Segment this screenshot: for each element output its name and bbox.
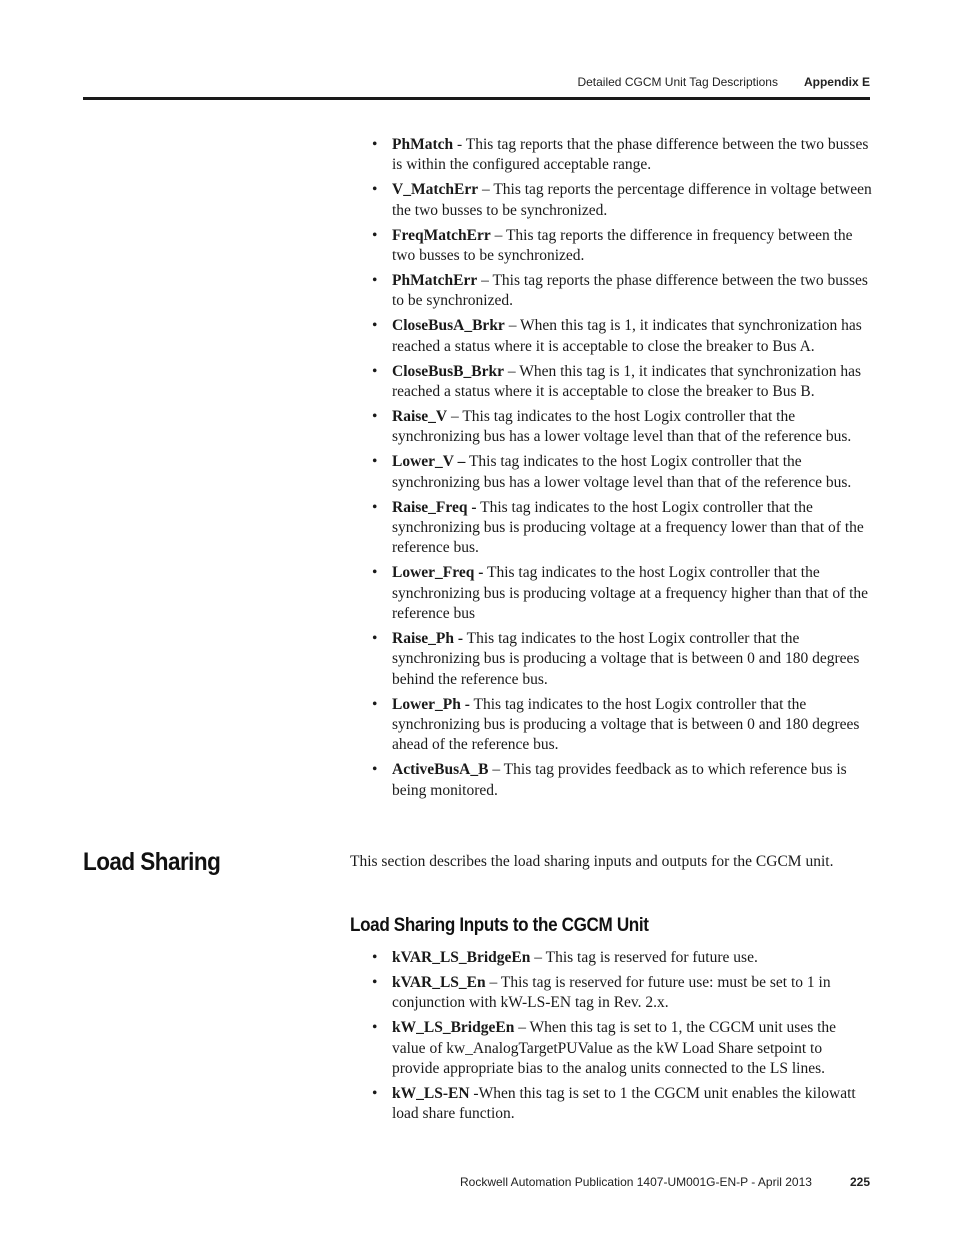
tag-description: -When this tag is set to 1 the CGCM unit enables the kilowatt load share function. — [392, 1084, 856, 1123]
section-intro: This section describes the load sharing inputs and outputs for the CGCM unit. — [350, 853, 834, 870]
tag-description: – This tag indicates to the host Logix controller that the synchronizing bus has a lower voltage level than that of the reference bus. — [392, 407, 852, 446]
tag-item-kvar-ls-en — [372, 973, 862, 1014]
tag-name: kW_LS-EN — [392, 1084, 470, 1102]
tag-description: – This tag provides feedback as to which reference bus is being monitored. — [392, 761, 847, 799]
tag-description: – This tag is reserved for future use: must be set to 1 in conjunction with kW-LS-EN tag in Rev. 2.x. — [392, 973, 831, 1012]
tag-name: Lower_Ph - — [392, 695, 470, 713]
tag-item-closebusb-brkr — [372, 362, 872, 403]
tag-item-kvar-ls-bridgeen — [372, 948, 862, 968]
bullet: • — [372, 271, 378, 289]
tag-description: This tag indicates to the host Logix controller that the synchronizing bus is producing voltage at a frequency lower than that of the reference bus. — [392, 498, 864, 557]
tag-description: – When this tag is 1, it indicates that synchronization has reached a status where it is acceptable to close the breaker to Bus B. — [392, 362, 861, 400]
tag-name: FreqMatchErr — [392, 226, 491, 244]
bullet: • — [372, 629, 378, 647]
tag-item-v-matcherr — [372, 180, 872, 221]
tag-description: This tag indicates to the host Logix controller that the synchronizing bus is producing voltage at a frequency higher than that of the reference bus — [392, 564, 869, 623]
tag-item-phmatcherr — [372, 271, 872, 312]
publication-info: Rockwell Automation Publication 1407-UM001G-EN-P - April 2013 — [460, 1175, 812, 1189]
running-footer — [460, 1175, 870, 1189]
tag-description: This tag indicates to the host Logix controller that the synchronizing bus has a lower voltage level than that of the reference bus. — [392, 453, 852, 491]
tag-name: Raise_Freq - — [392, 498, 477, 516]
bullet: • — [372, 1084, 378, 1102]
tag-description: This tag indicates to the host Logix controller that the synchronizing bus is producing a voltage that is between 0 and 180 degrees ahead of the reference bus. — [392, 695, 860, 754]
tag-description: – This tag reports the difference in frequency between the two busses to be synchronized. — [392, 226, 853, 265]
tag-item-kw-ls-bridgeen — [372, 1018, 862, 1079]
tag-name: Raise_Ph - — [392, 629, 464, 647]
tag-name: kVAR_LS_BridgeEn — [392, 949, 531, 966]
tag-item-lower-freq — [372, 563, 872, 624]
tag-description: This tag indicates to the host Logix controller that the synchronizing bus is producing a voltage that is between 0 and 180 degrees behind the reference bus. — [392, 629, 860, 688]
running-header — [577, 75, 870, 89]
tag-item-freqmatcherr — [372, 226, 872, 267]
header-appendix: Appendix E — [803, 75, 870, 89]
tag-name: PhMatch — [392, 136, 454, 153]
tag-name: Raise_V — [392, 407, 448, 425]
tag-name: kVAR_LS_En — [392, 973, 486, 991]
bullet: • — [372, 362, 378, 380]
bullet: • — [372, 949, 378, 966]
tag-item-closebusa-brkr — [372, 316, 872, 357]
bullet: • — [372, 761, 378, 779]
bullet: • — [372, 973, 378, 991]
bullet: • — [372, 695, 378, 713]
page-number: 225 — [849, 1175, 870, 1189]
bullet: • — [372, 136, 378, 153]
tag-name: Lower_V – — [392, 453, 466, 471]
tag-description: - This tag reports that the phase difference between the two busses is within the configured acceptable range. — [392, 136, 869, 174]
header-rule — [83, 97, 870, 100]
tag-item-raise-v — [372, 407, 872, 448]
tag-name: CloseBusB_Brkr — [392, 362, 504, 380]
bullet: • — [372, 564, 378, 582]
tag-description: – This tag reports the percentage difference in voltage between the two busses to be synchronized. — [392, 181, 872, 219]
bullet: • — [372, 1019, 378, 1037]
tag-name: V_MatchErr — [392, 181, 479, 199]
bullet: • — [372, 181, 378, 199]
bullet: • — [372, 407, 378, 425]
tag-item-raise-ph — [372, 629, 872, 690]
bullet: • — [372, 317, 378, 335]
tag-description: – When this tag is set to 1, the CGCM unit uses the value of kw_AnalogTargetPUValue as the kW Load Share setpoint to provide appropriate bias to the analog units connected to the LS lines. — [392, 1019, 837, 1078]
tag-item-raise-freq — [372, 498, 872, 559]
tag-description: – This tag is reserved for future use. — [530, 949, 758, 966]
section-heading: Load Sharing — [83, 848, 221, 876]
bullet: • — [372, 498, 378, 516]
load-sharing-tag-list — [372, 948, 862, 1129]
header-section-title: Detailed CGCM Unit Tag Descriptions — [577, 75, 778, 89]
tag-item-activebusa-b — [372, 760, 872, 801]
tag-item-lower-v — [372, 452, 872, 493]
tag-description: – This tag reports the phase difference between the two busses to be synchronized. — [392, 271, 868, 310]
bullet: • — [372, 226, 378, 244]
sync-tag-list — [372, 135, 872, 806]
tag-name: CloseBusA_Brkr — [392, 317, 505, 335]
subsection-heading: Load Sharing Inputs to the CGCM Unit — [350, 915, 649, 936]
tag-name: Lower_Freq - — [392, 564, 484, 582]
tag-name: kW_LS_BridgeEn — [392, 1019, 515, 1037]
tag-name: ActiveBusA_B — [392, 761, 489, 779]
tag-item-phmatch — [372, 135, 872, 176]
tag-item-lower-ph — [372, 695, 872, 756]
tag-name: PhMatchErr — [392, 271, 478, 289]
bullet: • — [372, 453, 378, 471]
tag-description: – When this tag is 1, it indicates that synchronization has reached a status where it is acceptable to close the breaker to Bus A. — [392, 317, 862, 355]
tag-item-kw-ls-en — [372, 1084, 862, 1125]
